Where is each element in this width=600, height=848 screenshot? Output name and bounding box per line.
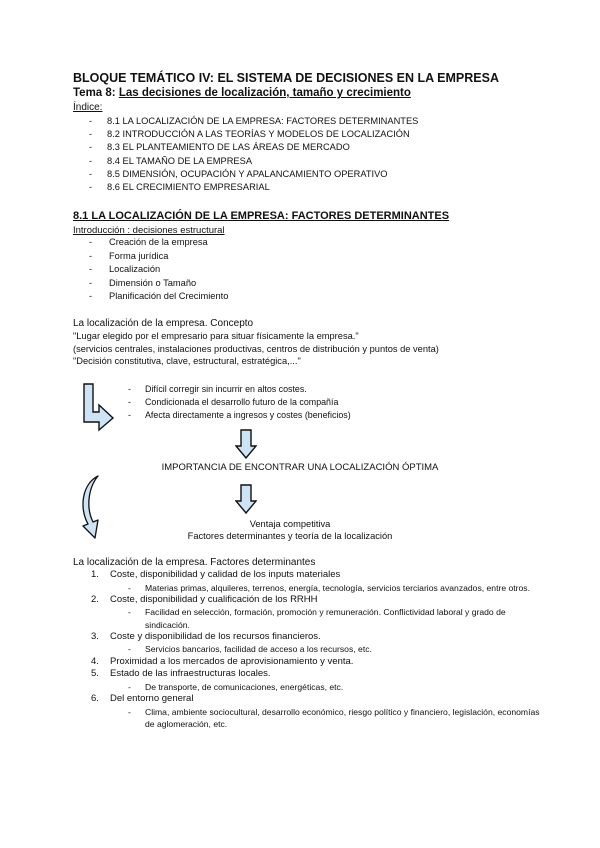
down-arrow-icon [235,484,257,514]
factor-item: 3. Coste y disponibilidad de los recursos financieros. - Servicios bancarios, facilidad de acceso a los recursos, etc. [91,630,372,655]
toc-item: - 8.4 EL TAMAÑO DE LA EMPRESA [89,155,253,166]
factors-block [73,557,543,730]
ventaja-label: Ventaja competitiva [249,519,331,529]
list-item-text: Localización [109,264,161,274]
factor-text: Estado de las infraestructuras locales. [110,668,271,680]
list-item: - Condicionada el desarrollo futuro de la compañía [128,397,339,407]
bent-arrow-icon [82,382,116,432]
toc-item: - 8.6 EL CRECIMIENTO EMPRESARIAL [89,181,270,192]
list-item: - Planificación del Crecimiento [89,291,229,301]
toc-item-text: 8.3 EL PLANTEAMIENTO DE LAS ÁREAS DE MERCADO [107,142,350,153]
toc-item-text: 8.1 LA LOCALIZACIÓN DE LA EMPRESA: FACTORES DETERMINANTES [107,116,419,126]
importancia-label: IMPORTANCIA DE ENCONTRAR UNA LOCALIZACIÓN ÓPTIMA [161,462,439,473]
concept-quote-2: "Decisión constitutiva, clave, estructural, estratégica,..." [73,355,301,366]
tema-title: Las decisiones de localización, tamaño y crecimiento [118,87,411,99]
factor-detail: Materias primas, alquileres, terrenos, energía, tecnología, servicios terciarios avanzados, entre otros. [145,582,530,593]
toc-item: - 8.5 DIMENSIÓN, OCUPACIÓN Y APALANCAMIENTO OPERATIVO [89,168,388,179]
factors-list [73,569,543,730]
factor-detail: Clima, ambiente sociocultural, desarrollo económico, riesgo político y financiero, legislación, economías de aglomeración, etc. [145,706,540,729]
concept-parenthetical: (servicios centrales, instalaciones productivas, centros de distribución y puntos de venta) [73,343,439,354]
list-item-text: Dimensión o Tamaño [109,277,197,288]
document-title: BLOQUE TEMÁTICO IV: EL SISTEMA DE DECISIONES EN LA EMPRESA [73,71,499,85]
list-item: - Afecta directamente a ingresos y costes (beneficios) [128,410,351,420]
list-item-text: Condicionada el desarrollo futuro de la compañía [145,397,339,407]
toc-item-text: 8.5 DIMENSIÓN, OCUPACIÓN Y APALANCAMIENTO OPERATIVO [107,168,388,179]
consequence-list [128,383,351,422]
factor-item: 5. Estado de las infraestructuras locales. - De transporte, de comunicaciones, energéticas, etc. [91,668,344,692]
factor-text: Coste, disponibilidad y cualificación de los RRHH [110,593,318,605]
factor-number: 1. [91,569,99,580]
concept-title: La localización de la empresa. Concepto [73,318,254,329]
list-item-text: Creación de la empresa [109,237,208,247]
list-item: - Difícil corregir sin incurrir en altos costes. [128,384,307,394]
factor-number: 4. [91,655,99,667]
list-item: - Dimensión o Tamaño [89,277,197,288]
concept-block [73,318,439,367]
factor-detail: Servicios bancarios, facilidad de acceso a los recursos, etc. [145,644,372,655]
factor-number: 6. [91,692,99,704]
toc-item-text: 8.2 INTRODUCCIÓN A LAS TEORÍAS Y MODELOS DE LOCALIZACIÓN [107,129,410,140]
factor-item [73,656,543,669]
factor-text: Coste, disponibilidad y calidad de los inputs materiales [110,569,341,580]
list-item: - Localización [89,264,161,274]
factor-detail: De transporte, de comunicaciones, energéticas, etc. [145,681,344,692]
factor-number: 2. [91,593,99,605]
section-heading: 8.1 LA LOCALIZACIÓN DE LA EMPRESA: FACTORES DETERMINANTES [73,210,450,222]
factor-number: 5. [91,668,99,680]
factor-item: 6. Del entorno general - Clima, ambiente sociocultural, desarrollo económico, riesgo político y financiero, legislación, economías de aglomeración, etc. [91,692,540,729]
factores-teoria-label: Factores determinantes y teoría de la localización [187,531,393,541]
tema-heading [73,87,411,99]
indice-label: Índice: [73,102,103,113]
intro-list [89,236,228,304]
factor-text: Proximidad a los mercados de aprovisionamiento y venta. [110,655,354,667]
tema-prefix: Tema 8: [73,87,116,99]
toc-item: - 8.1 LA LOCALIZACIÓN DE LA EMPRESA: FACTORES DETERMINANTES [89,116,419,126]
list-item: - Creación de la empresa [89,237,208,247]
list-item: - Forma jurídica [89,250,169,261]
toc-item-text: 8.6 EL CRECIMIENTO EMPRESARIAL [107,181,270,192]
intro-label: Introducción : decisiones estructural [73,225,225,236]
list-item-text: Planificación del Crecimiento [109,291,229,301]
toc-item-text: 8.4 EL TAMAÑO DE LA EMPRESA [107,155,253,166]
list-item-text: Difícil corregir sin incurrir en altos costes. [145,384,307,394]
list-item-text: Forma jurídica [109,250,169,261]
list-item-text: Afecta directamente a ingresos y costes (beneficios) [145,410,351,420]
toc-item: - 8.2 INTRODUCCIÓN A LAS TEORÍAS Y MODELOS DE LOCALIZACIÓN [89,129,410,140]
factor-number: 3. [91,630,99,642]
toc-item: - 8.3 EL PLANTEAMIENTO DE LAS ÁREAS DE MERCADO [89,142,350,153]
concept-quote: "Lugar elegido por el empresario para situar físicamente la empresa." [73,331,359,342]
down-arrow-icon [235,429,257,459]
factor-detail: Facilidad en selección, formación, promoción y remuneración. Conflictividad laboral y grado de sindicación. [145,607,506,630]
table-of-contents [89,115,418,194]
ventaja-block [160,518,420,542]
factor-text: Del entorno general [110,692,194,704]
factor-item: 1. Coste, disponibilidad y calidad de los inputs materiales - Materias primas, alquileres, terrenos, energía, tecnología, servicios terciarios avanzados, entre otros. [91,569,530,593]
factor-item: 2. Coste, disponibilidad y cualificación de los RRHH - Facilidad en selección, formación, promoción y remuneración. Conflictividad laboral y grado de sindicación. [91,593,506,630]
factors-title: La localización de la empresa. Factores determinantes [73,557,316,568]
factor-text: Coste y disponibilidad de los recursos financieros. [110,630,321,642]
curved-arrow-icon [76,474,102,540]
